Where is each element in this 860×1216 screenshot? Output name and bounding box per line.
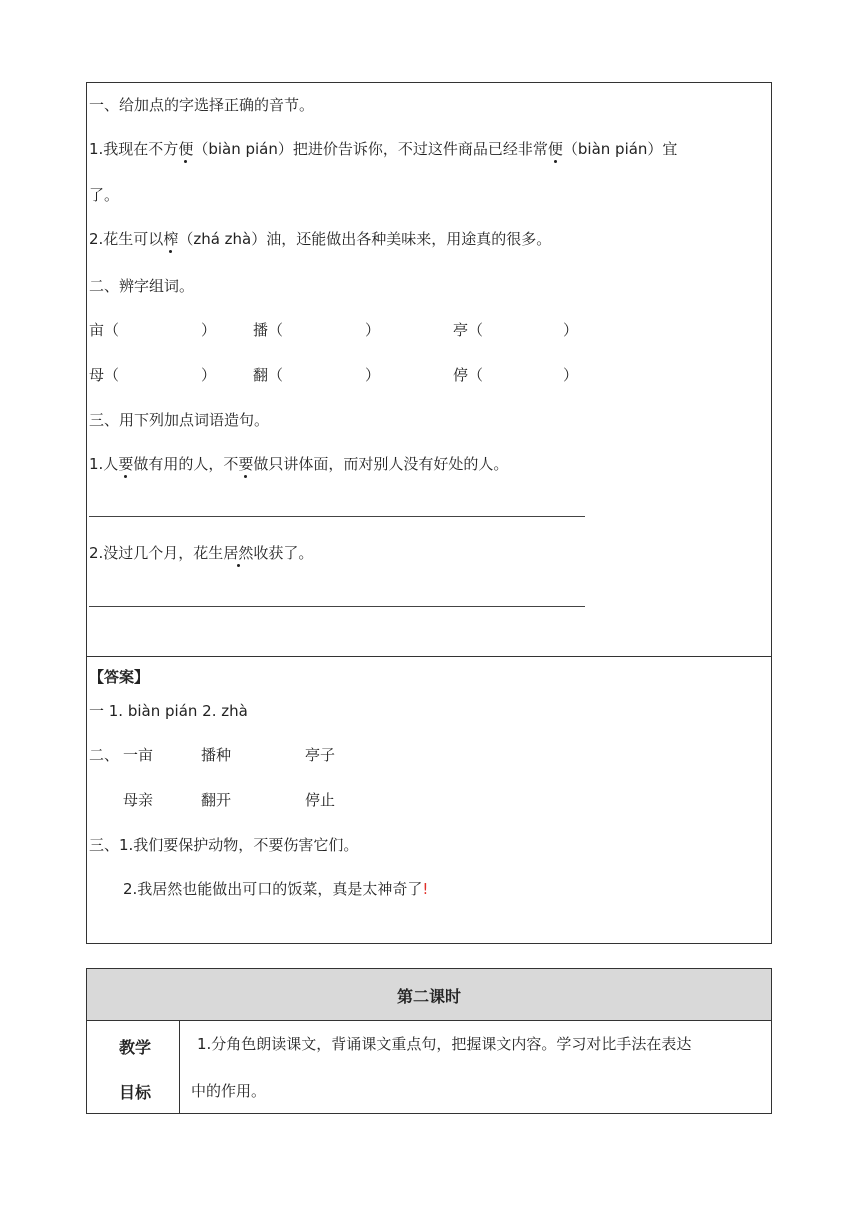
char-pair-mu-2: 母（ [89,366,120,384]
answer-2-word: 播种 [201,746,232,764]
dotted-char: 要 [118,455,134,473]
paren-close: ） [201,321,217,339]
exercise-box [86,82,772,944]
text-segment: 1.人 [89,455,119,473]
answer-2-word: 一亩 [123,746,154,764]
question-3-item-2 [89,543,313,563]
objective-label-2: 目标 [119,1083,152,1102]
char-pair-mu-1: 亩（ [89,321,120,339]
answer-2-word: 母亲 [123,791,154,809]
paren-close: ） [563,321,579,339]
question-2-title: 二、辨字组词。 [89,277,195,295]
answer-line-1 [89,516,585,517]
question-1-item-1-cont: 了。 [89,186,120,204]
question-1-item-1 [89,139,677,159]
char-pair-ting-2: 停（ [453,366,484,384]
lesson-header [87,969,771,1021]
section-divider [87,656,771,657]
dotted-char: 便 [547,140,563,158]
dotted-char: 便 [178,140,194,158]
text-segment: （biàn pián）宜 [562,140,678,158]
exclamation-mark: ! [422,880,429,898]
text-segment: 做只讲体面，而对别人没有好处的人。 [253,455,509,473]
char-pair-ting: 亭（ [453,321,484,339]
answer-2-word: 亭子 [305,746,336,764]
paren-close: ） [365,366,381,384]
text-segment: 1.我现在不方 [89,140,179,158]
paren-close: ） [563,366,579,384]
paren-close: ） [365,321,381,339]
lesson-table [86,968,772,1114]
text-segment: 2.我居然也能做出可口的饭菜，真是太神奇了 [123,880,423,898]
answer-title: 【答案】 [89,668,150,686]
text-segment: （biàn pián）把进价告诉你，不过这件商品已经非常 [193,140,548,158]
paren-close: ） [201,366,217,384]
text-segment: 2.没过几个月，花生 [89,544,224,562]
answer-1: 一 1. biàn pián 2. zhà [89,702,248,720]
lesson-title: 第二课时 [396,987,461,1006]
objective-text-line-2: 中的作用。 [191,1082,267,1100]
question-3-item-1 [89,454,508,474]
char-pair-bo: 播（ [253,321,284,339]
char-pair-fan: 翻（ [253,366,284,384]
dotted-word: 居然 [223,544,254,562]
objective-text-line-1: 1.分角色朗读课文，背诵课文重点句，把握课文内容。学习对比手法在表达 [197,1035,692,1053]
dotted-char: 榨 [163,230,179,248]
question-3-title: 三、用下列加点词语造句。 [89,411,270,429]
answer-2-word: 翻开 [201,791,232,809]
question-1-item-2 [89,229,551,249]
text-segment: 2.花生可以 [89,230,164,248]
answer-3-item-1: 三、1.我们要保护动物，不要伤害它们。 [89,836,359,854]
dotted-char: 要 [238,455,254,473]
text-segment: 做有用的人，不 [133,455,239,473]
text-segment: 收获了。 [253,544,314,562]
question-1-title: 一、给加点的字选择正确的音节。 [89,96,315,114]
answer-2-word: 停止 [305,791,336,809]
answer-line-2 [89,606,585,607]
answer-2-label: 二、 [89,746,120,764]
answer-3-item-2 [123,879,428,899]
text-segment: （zhá zhà）油，还能做出各种美味来，用途真的很多。 [178,230,552,248]
objective-label-1: 教学 [119,1038,152,1057]
column-divider [179,1020,180,1113]
